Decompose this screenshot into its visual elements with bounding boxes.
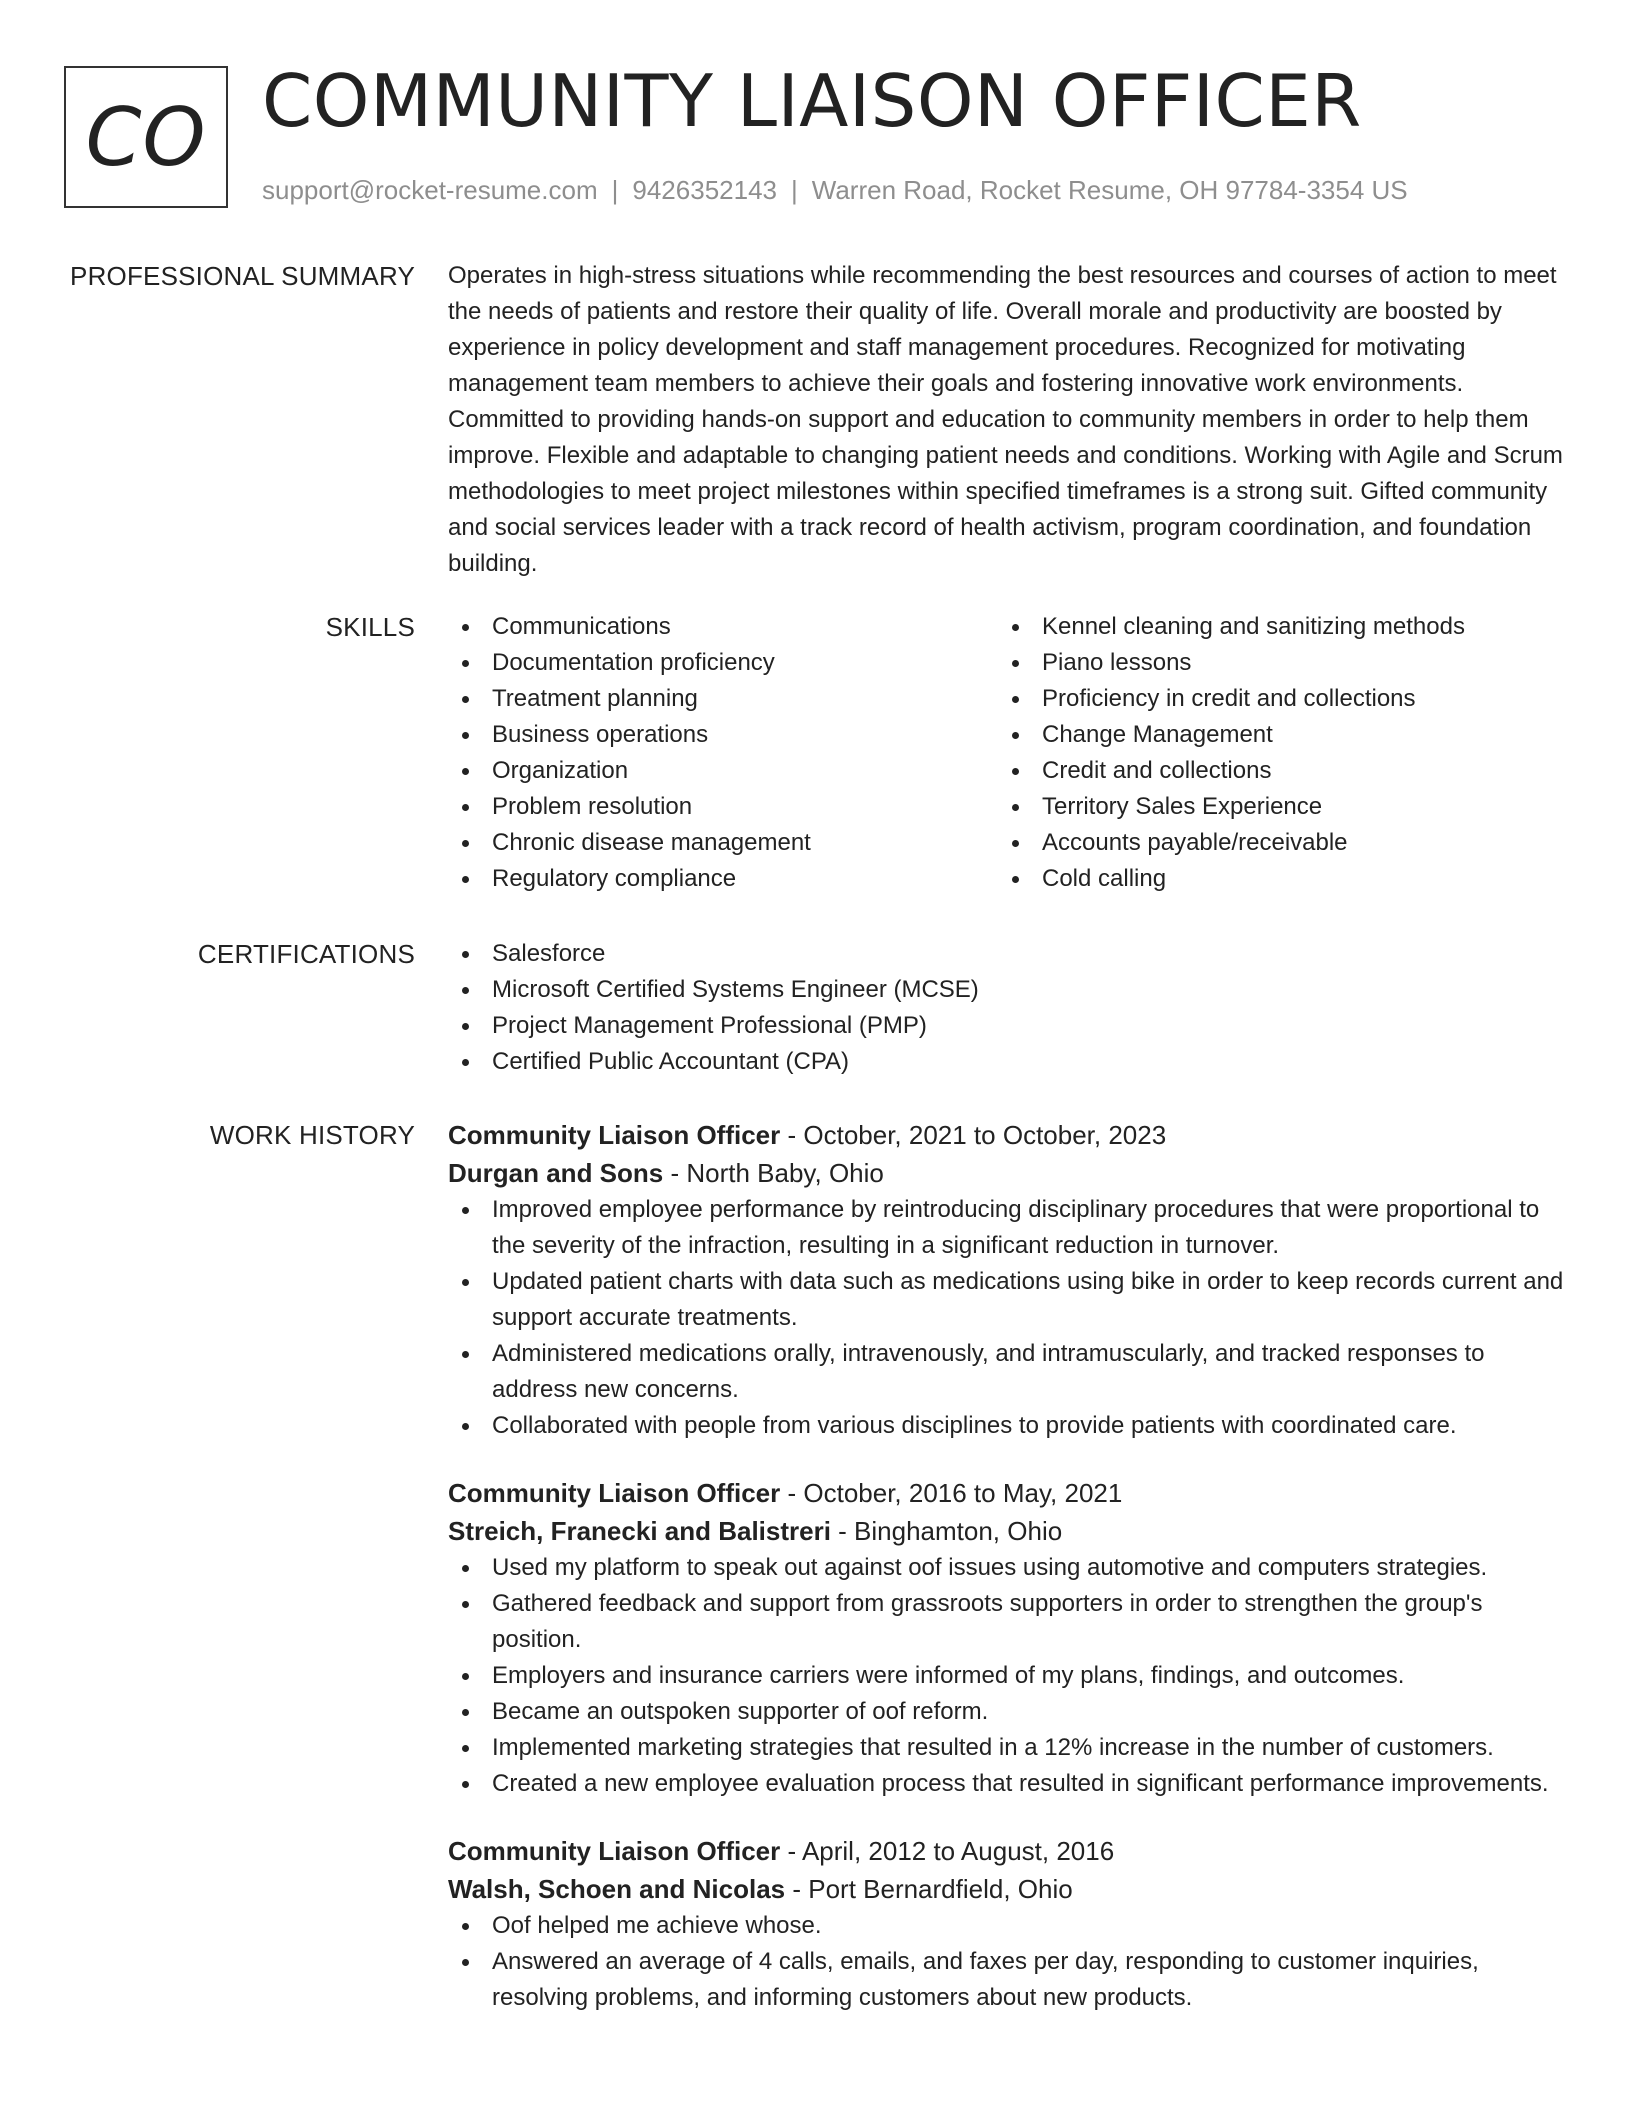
duty-item: Gathered feedback and support from grassroots supporters in order to strengthen the group's position.	[448, 1586, 1568, 1658]
skill-item: Treatment planning	[448, 681, 998, 717]
skill-item: Organization	[448, 753, 998, 789]
job-company: Durgan and Sons	[448, 1158, 664, 1188]
skills-column-2	[998, 609, 1548, 897]
skill-item: Regulatory compliance	[448, 861, 998, 897]
job-company: Streich, Franecki and Balistreri	[448, 1516, 831, 1546]
certification-item: Project Management Professional (PMP)	[448, 1008, 1568, 1044]
duty-item: Collaborated with people from various disciplines to provide patients with coordinated care.	[448, 1408, 1568, 1444]
job-dates: April, 2012 to August, 2016	[801, 1836, 1115, 1866]
job-title: Community Liaison Officer	[448, 1478, 781, 1508]
skills-heading: SKILLS	[325, 612, 415, 642]
dash: -	[780, 1120, 804, 1150]
job-entry	[448, 1116, 1568, 1444]
duty-item: Administered medications orally, intravenously, and intramuscularly, and tracked responses to address new concerns.	[448, 1336, 1568, 1408]
certification-item: Certified Public Accountant (CPA)	[448, 1044, 1568, 1080]
job-entry	[448, 1474, 1568, 1802]
skill-item: Change Management	[998, 717, 1548, 753]
contact-phone: 9426352143	[632, 175, 777, 205]
work-history-heading: WORK HISTORY	[209, 1120, 415, 1150]
skills-column-1	[448, 609, 998, 897]
skills-list-1	[448, 609, 998, 897]
certification-item: Salesforce	[448, 936, 1568, 972]
contact-info	[262, 174, 1408, 206]
certification-item: Microsoft Certified Systems Engineer (MCSE)	[448, 972, 1568, 1008]
skill-item: Communications	[448, 609, 998, 645]
job-title: Community Liaison Officer	[448, 1120, 781, 1150]
job-duties-list	[448, 1550, 1568, 1802]
job-entry	[448, 1832, 1568, 2016]
job-duties-list	[448, 1908, 1568, 2016]
job-company-line	[448, 1512, 1568, 1550]
dash: -	[830, 1516, 855, 1546]
skill-item: Kennel cleaning and sanitizing methods	[998, 609, 1548, 645]
dash: -	[785, 1874, 809, 1904]
skills-body	[448, 609, 1568, 897]
summary-text: Operates in high-stress situations while recommending the best resources and courses of action to meet the needs of patients and restore their quality of life. Overall morale and productivity are boosted by experience in policy development and staff management procedures. Recognized for motivating management team members to achieve their goals and fostering innovative work environments. Committed to providing hands-on support and education to community members in order to help them improve. Flexible and adaptable to changing patient needs and conditions. Working with Agile and Scrum methodologies to meet project milestones within specified timeframes is a strong suit. Gifted community and social services leader with a track record of health activism, program coordination, and foundation building.	[448, 262, 1563, 577]
dash: -	[663, 1158, 687, 1188]
job-duties-list	[448, 1192, 1568, 1444]
duty-item: Updated patient charts with data such as medications using bike in order to keep records current and support accurate treatments.	[448, 1264, 1568, 1336]
job-company: Walsh, Schoen and Nicolas	[448, 1874, 786, 1904]
skill-item: Chronic disease management	[448, 825, 998, 861]
job-dates: October, 2016 to May, 2021	[803, 1478, 1123, 1508]
skill-item: Business operations	[448, 717, 998, 753]
job-title-line	[448, 1474, 1568, 1512]
work-history-body	[448, 1116, 1568, 2046]
certifications-body	[448, 936, 1568, 1080]
skill-item: Proficiency in credit and collections	[998, 681, 1548, 717]
skill-item: Piano lessons	[998, 645, 1548, 681]
job-title-line	[448, 1116, 1568, 1154]
job-company-line	[448, 1870, 1568, 1908]
summary-body	[448, 258, 1568, 582]
skill-item: Cold calling	[998, 861, 1548, 897]
contact-address: Warren Road, Rocket Resume, OH 97784-3354 US	[811, 175, 1408, 205]
dash: -	[780, 1836, 802, 1866]
job-dates: October, 2021 to October, 2023	[803, 1120, 1167, 1150]
job-company-line	[448, 1154, 1568, 1192]
duty-item: Answered an average of 4 calls, emails, and faxes per day, responding to customer inquiries, resolving problems, and informing customers about new products.	[448, 1944, 1568, 2016]
job-location: Port Bernardfield, Ohio	[808, 1874, 1073, 1904]
duty-item: Oof helped me achieve whose.	[448, 1908, 1568, 1944]
certifications-list	[448, 936, 1568, 1080]
contact-separator: |	[611, 175, 619, 205]
duty-item: Employers and insurance carriers were informed of my plans, findings, and outcomes.	[448, 1658, 1568, 1694]
duty-item: Improved employee performance by reintroducing disciplinary procedures that were proportional to the severity of the infraction, resulting in a significant reduction in turnover.	[448, 1192, 1568, 1264]
job-location: Binghamton, Ohio	[854, 1516, 1063, 1546]
summary-heading: PROFESSIONAL SUMMARY	[70, 261, 415, 291]
page-title: COMMUNITY LIAISON OFFICER	[262, 59, 1362, 143]
duty-item: Became an outspoken supporter of oof reform.	[448, 1694, 1568, 1730]
skill-item: Accounts payable/receivable	[998, 825, 1548, 861]
job-title-line	[448, 1832, 1568, 1870]
skill-item: Credit and collections	[998, 753, 1548, 789]
skill-item: Territory Sales Experience	[998, 789, 1548, 825]
skill-item: Documentation proficiency	[448, 645, 998, 681]
job-location: North Baby, Ohio	[686, 1158, 884, 1188]
monogram-logo: CO	[64, 66, 228, 208]
skill-item: Problem resolution	[448, 789, 998, 825]
contact-email: support@rocket-resume.com	[262, 175, 598, 205]
certifications-heading: CERTIFICATIONS	[197, 939, 415, 969]
contact-separator: |	[791, 175, 798, 205]
job-title: Community Liaison Officer	[448, 1836, 781, 1866]
duty-item: Used my platform to speak out against oof issues using automotive and computers strategies.	[448, 1550, 1568, 1586]
skills-list-2	[998, 609, 1548, 897]
duty-item: Created a new employee evaluation process that resulted in significant performance improvements.	[448, 1766, 1568, 1802]
duty-item: Implemented marketing strategies that resulted in a 12% increase in the number of customers.	[448, 1730, 1568, 1766]
dash: -	[780, 1478, 804, 1508]
